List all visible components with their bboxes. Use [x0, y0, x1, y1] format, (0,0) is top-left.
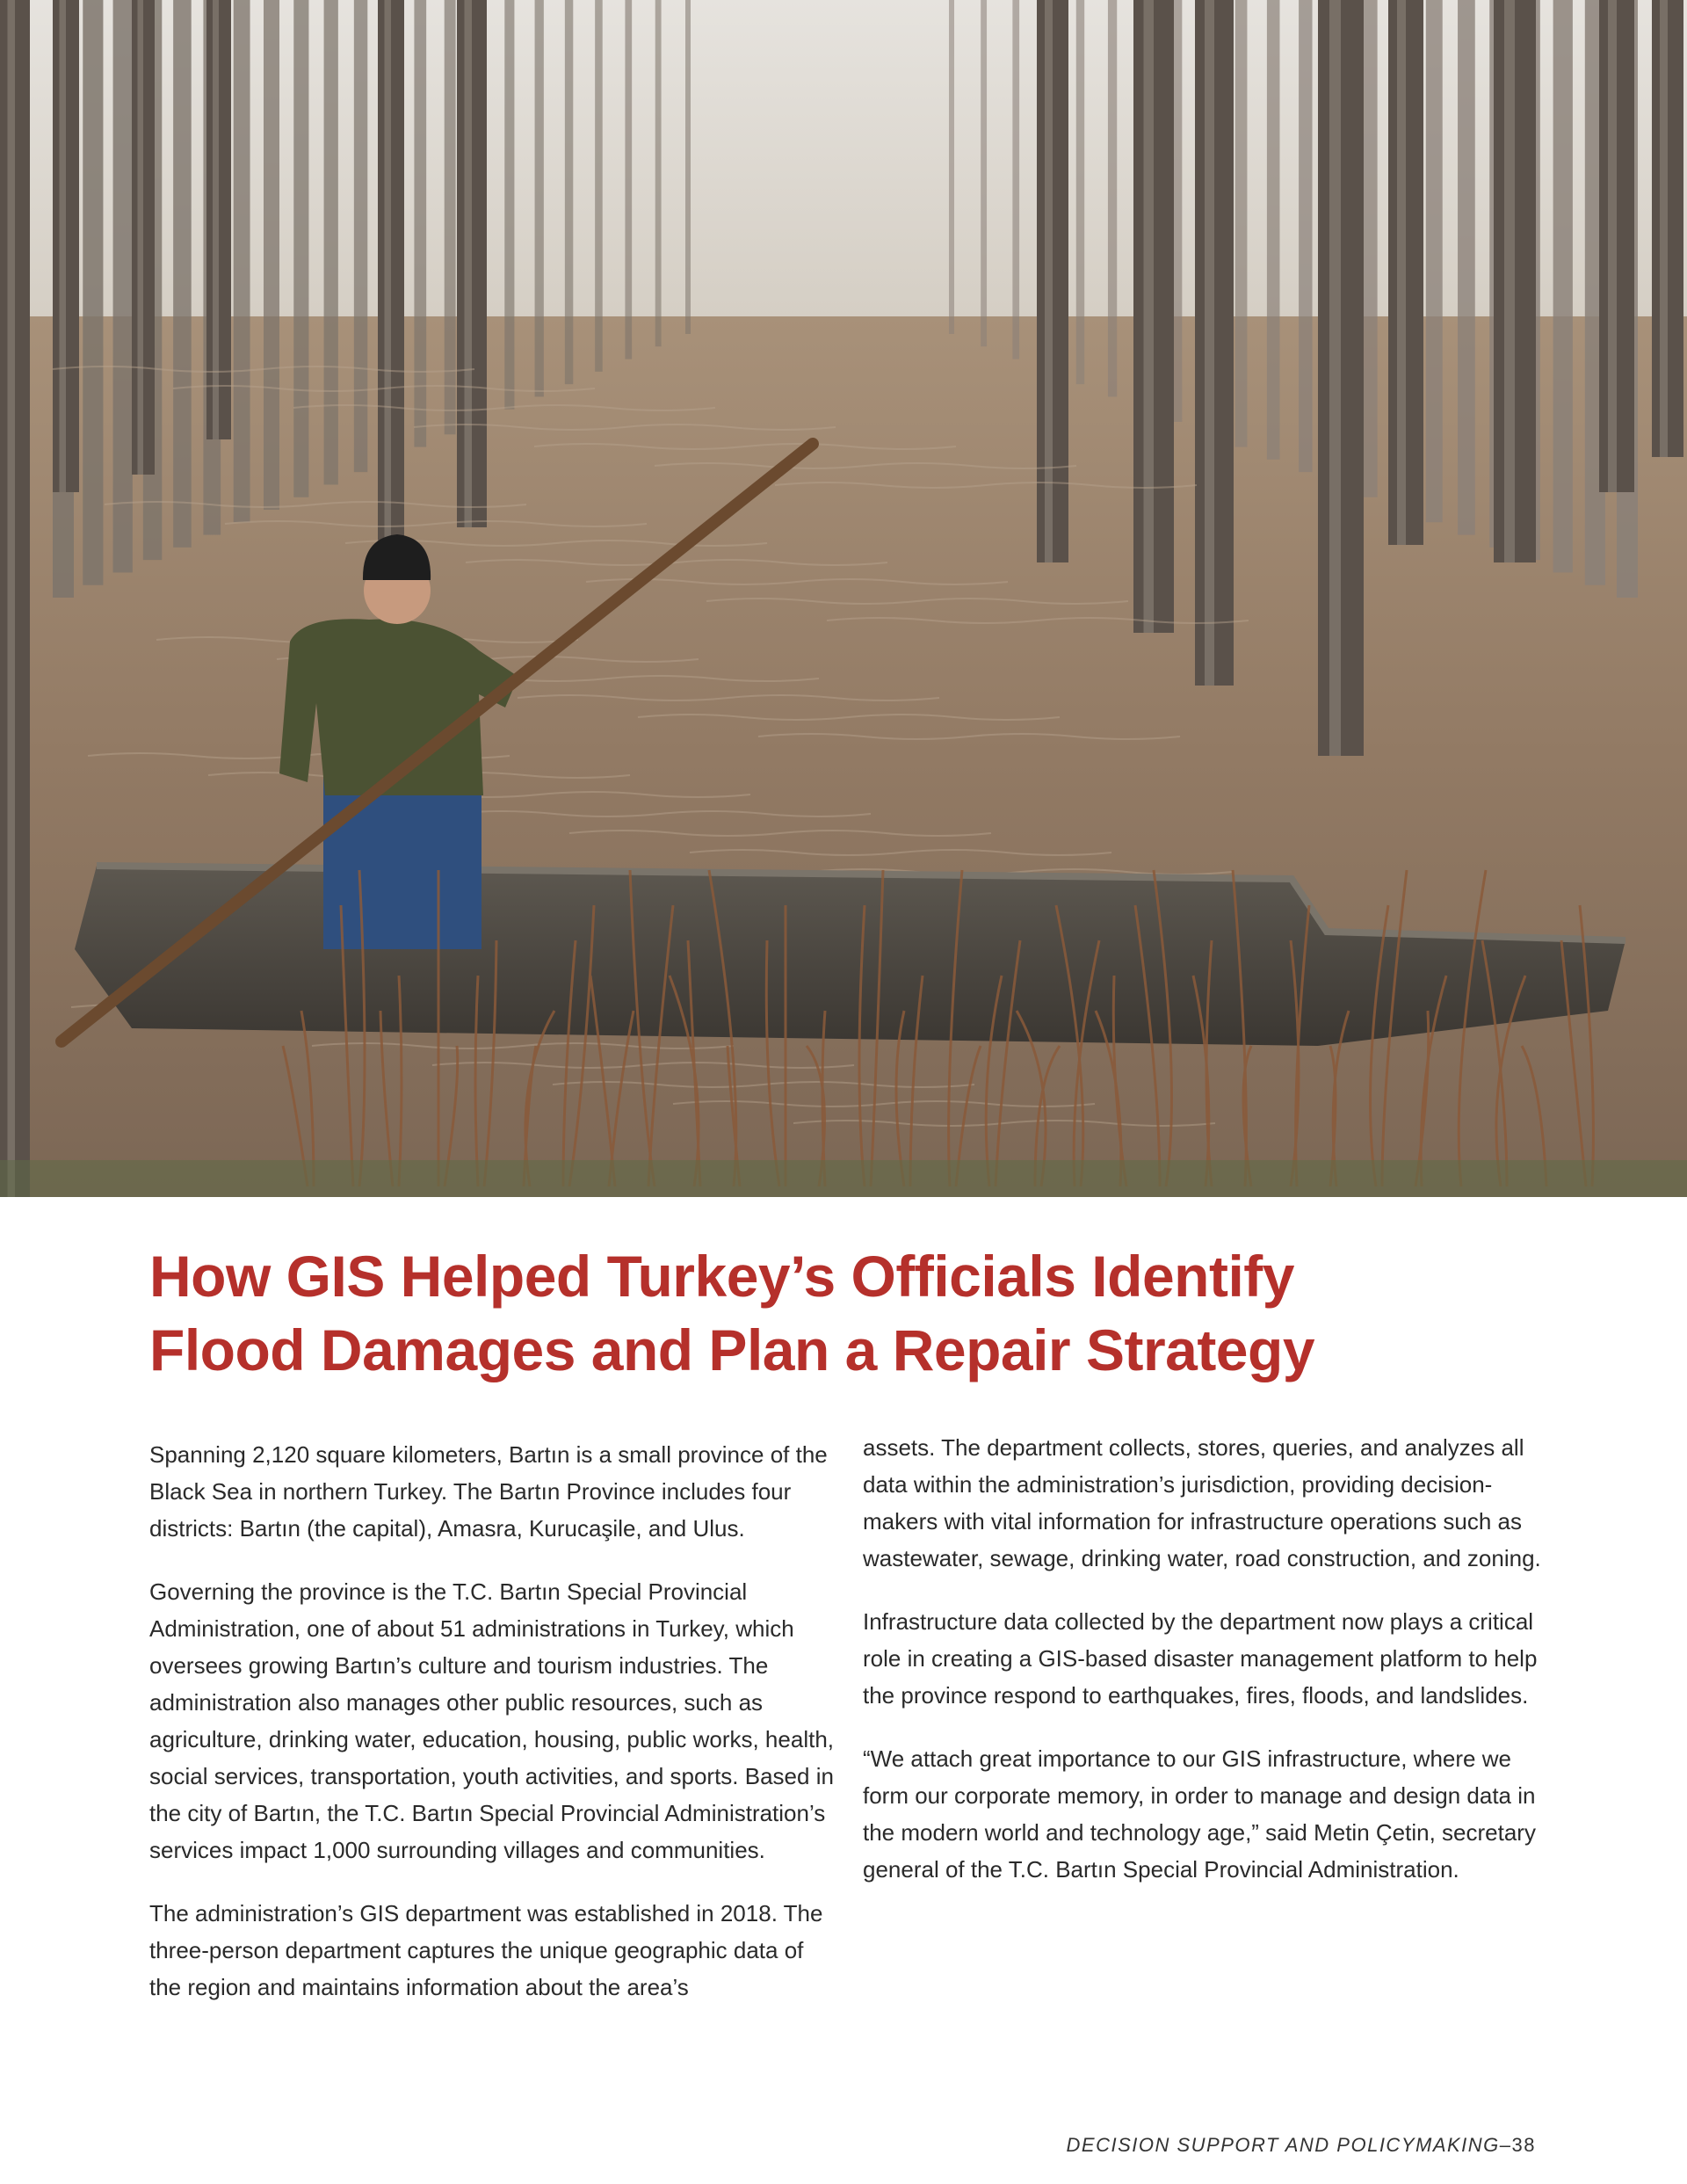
tree-trunk — [1660, 0, 1668, 457]
tree-trunk — [535, 0, 544, 396]
tree-trunk — [1076, 0, 1084, 384]
tree-trunk — [113, 0, 133, 572]
tree-trunk — [1144, 0, 1155, 633]
tree-trunk — [1426, 0, 1443, 522]
tree-trunk — [234, 0, 250, 522]
tree-trunk — [264, 0, 279, 510]
left-column — [149, 1436, 835, 2032]
article-title-line-1: How GIS Helped Turkey’s Officials Identify — [149, 1244, 1294, 1309]
tree-trunk — [1504, 0, 1515, 562]
article-title — [149, 1239, 1555, 1387]
tree-trunk — [981, 0, 987, 346]
tree-trunk — [1608, 0, 1617, 492]
right-column — [863, 1429, 1548, 1914]
tree-trunk — [1012, 0, 1019, 359]
tree-trunk — [445, 0, 456, 434]
tree-trunk — [1362, 0, 1377, 497]
tree-trunk — [138, 0, 144, 475]
body-paragraph: The administration’s GIS department was established in 2018. The three-person department captures the unique geographic data of the region and maintains information about the area’s — [149, 1900, 823, 2000]
tree-trunk — [465, 0, 473, 527]
tree-trunk — [1108, 0, 1117, 396]
tree-trunk — [1329, 0, 1341, 756]
tree-trunk — [625, 0, 632, 359]
tree-trunk — [173, 0, 192, 548]
tree-trunk — [1205, 0, 1214, 686]
shore-grass — [0, 1160, 1687, 1197]
tree-trunk — [1267, 0, 1280, 460]
body-paragraph: Spanning 2,120 square kilometers, Bartın is a small province of the Black Sea in northern Turkey. The Bartın Province includes four districts: Bartın (the capital), Amasra, Kurucaşile, and Ulus. — [149, 1441, 828, 1542]
man-trousers — [323, 773, 481, 949]
tree-trunk — [1397, 0, 1406, 545]
body-paragraph: Governing the province is the T.C. Bartın Special Provincial Administration, one of about 51 administrations in Turkey, which oversees growing Bartın’s culture and tourism industries. The administration also manages other public resources, such as agriculture, drinking water, education, housing, public works, health, social services, transportation, youth activities, and sports. Based in the city of Bartın, the T.C. Bartın Special Provincial Administration’s services impact 1,000 surrounding villages and communities. — [149, 1578, 834, 1863]
tree-trunk — [354, 0, 367, 472]
tree-trunk — [949, 0, 954, 334]
tree-trunk — [213, 0, 219, 439]
tree-trunk — [655, 0, 662, 346]
tree-trunk — [60, 0, 67, 492]
tree-trunk — [1235, 0, 1248, 447]
tree-trunk — [595, 0, 603, 372]
tree-trunk — [324, 0, 338, 484]
tree-trunk — [385, 0, 392, 562]
body-paragraph: “We attach great importance to our GIS infrastructure, where we form our corporate memory, in order to manage and design data in the modern world and technology age,” said Metin Çetin, secretary general of the T.C. Bartın Special Provincial Administration. — [863, 1745, 1536, 1883]
tree-trunk — [1553, 0, 1573, 572]
footer-section-label: DECISION SUPPORT AND POLICYMAKING — [1066, 2134, 1500, 2156]
tree-trunk — [83, 0, 103, 585]
tree-trunk — [1045, 0, 1053, 562]
tree-trunk — [414, 0, 426, 447]
page-number: –38 — [1499, 2134, 1536, 2156]
body-paragraph: assets. The department collects, stores, queries, and analyzes all data within the administration’s jurisdiction, providing decision-makers with vital information for infrastructure operations such as wastewater, sewage, drinking water, road construction, and zoning. — [863, 1434, 1541, 1571]
tree-trunk — [1299, 0, 1312, 472]
article-title-line-2: Flood Damages and Plan a Repair Strategy — [149, 1317, 1315, 1382]
page-footer — [1067, 2134, 1536, 2157]
tree-trunk — [293, 0, 308, 497]
body-paragraph: Infrastructure data collected by the department now plays a critical role in creating a GIS-based disaster management platform to help the province respond to earthquakes, fires, floods, and landslides. — [863, 1608, 1538, 1709]
tree-trunk — [685, 0, 691, 334]
tree-trunk — [1458, 0, 1475, 535]
tree-trunk — [504, 0, 514, 410]
tree-trunk — [565, 0, 573, 384]
tree-trunk — [8, 0, 16, 1197]
